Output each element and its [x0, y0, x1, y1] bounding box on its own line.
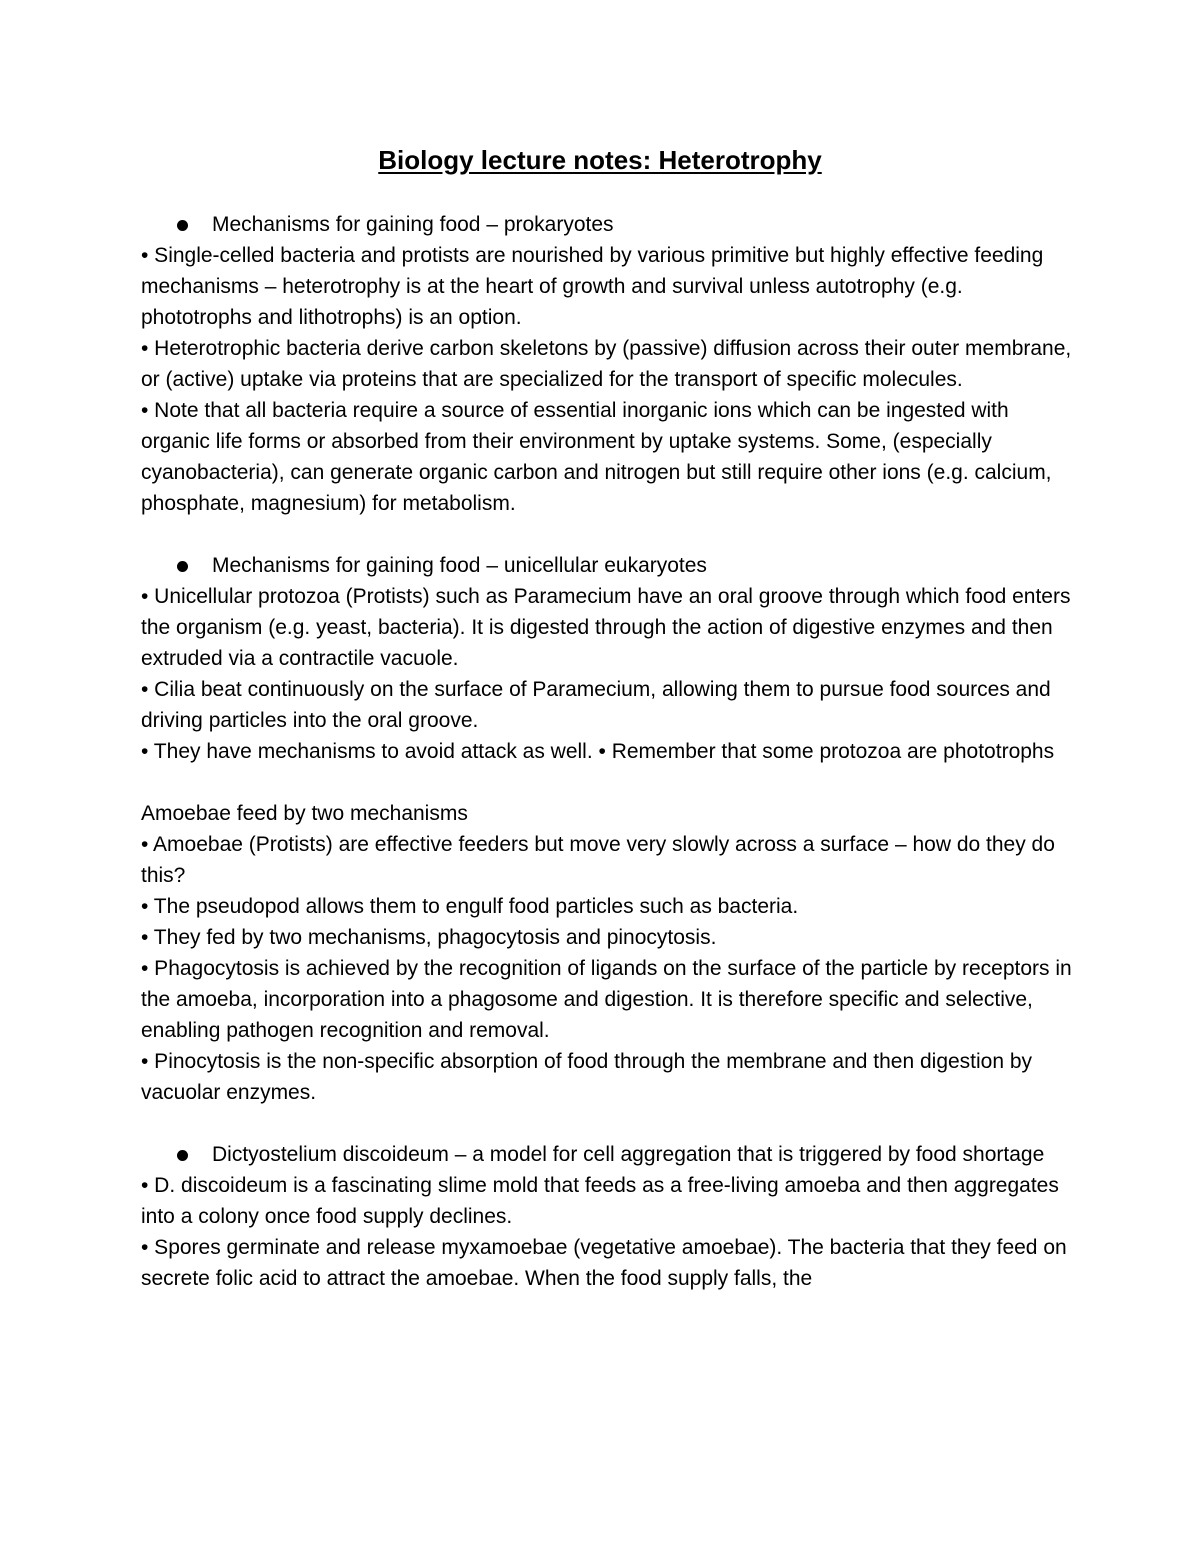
section-heading-dictyostelium: [141, 1139, 1076, 1170]
paragraph: • Single-celled bacteria and protists are nourished by various primitive but highly effective feeding mechanisms – heterotrophy is at the heart of growth and survival unless autotrophy (e.g. phototrophs and lithotrophs) is an option.: [141, 244, 1044, 329]
paragraph: • Spores germinate and release myxamoebae (vegetative amoebae). The bacteria that they feed on secrete folic acid to attract the amoebae. When the food supply falls, the: [141, 1236, 1067, 1290]
spacer: [141, 767, 1076, 798]
spacer: [141, 519, 1076, 550]
paragraph: • Heterotrophic bacteria derive carbon skeletons by (passive) diffusion across their outer membrane, or (active) uptake via proteins that are specialized for the transport of specific molecules.: [141, 337, 1072, 391]
paragraph: • Amoebae (Protists) are effective feeders but move very slowly across a surface – how do they do this?: [141, 833, 1055, 887]
paragraph: • They have mechanisms to avoid attack as well. • Remember that some protozoa are phototrophs: [141, 740, 1055, 763]
bullet-icon: [177, 561, 188, 572]
paragraph: • They fed by two mechanisms, phagocytosis and pinocytosis.: [141, 926, 717, 949]
paragraph: • Unicellular protozoa (Protists) such as Paramecium have an oral groove through which food enters the organism (e.g. yeast, bacteria). It is digested through the action of digestive enzymes and then extruded via a contractile vacuole.: [141, 585, 1071, 670]
bullet-icon: [177, 1150, 188, 1161]
paragraph: • Note that all bacteria require a source of essential inorganic ions which can be ingested with organic life forms or absorbed from their environment by uptake systems. Some, (especially cyanobacteria), can generate organic carbon and nitrogen but still require other ions (e.g. calcium, phosphate, magnesium) for metabolism.: [141, 399, 1052, 515]
document-body: [141, 209, 1076, 1294]
document-title: Biology lecture notes: Heterotrophy: [378, 145, 822, 175]
paragraph: • Cilia beat continuously on the surface of Paramecium, allowing them to pursue food sources and driving particles into the oral groove.: [141, 678, 1051, 732]
paragraph: • D. discoideum is a fascinating slime mold that feeds as a free-living amoeba and then aggregates into a colony once food supply declines.: [141, 1174, 1059, 1228]
section-heading-amoebae: Amoebae feed by two mechanisms: [141, 802, 468, 825]
paragraph: • The pseudopod allows them to engulf food particles such as bacteria.: [141, 895, 799, 918]
paragraph: • Phagocytosis is achieved by the recognition of ligands on the surface of the particle by receptors in the amoeba, incorporation into a phagosome and digestion. It is therefore specific and selective, enabling pathogen recognition and removal.: [141, 957, 1072, 1042]
paragraph: • Pinocytosis is the non-specific absorption of food through the membrane and then digestion by vacuolar enzymes.: [141, 1050, 1033, 1104]
spacer: [141, 1108, 1076, 1139]
section-heading-text: Mechanisms for gaining food – prokaryotes: [212, 213, 614, 236]
section-heading-prokaryotes: [141, 209, 1076, 240]
section-heading-unicellular-eukaryotes: [141, 550, 1076, 581]
bullet-icon: [177, 220, 188, 231]
section-heading-text: Dictyostelium discoideum – a model for cell aggregation that is triggered by food shortage: [212, 1143, 1045, 1166]
section-heading-text: Mechanisms for gaining food – unicellular eukaryotes: [212, 554, 707, 577]
